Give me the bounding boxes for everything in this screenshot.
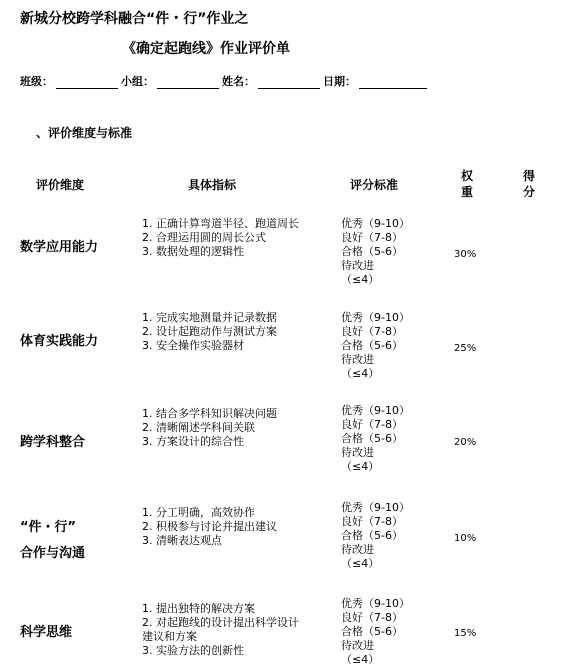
class-label: 班级： [20,75,53,88]
row-indicators: 1. 分工明确，高效协作 2. 积极参与讨论并提出建议 3. 清晰表达观点 [142,506,277,547]
row-score-cell[interactable] [514,530,548,546]
row-weight: 10% [454,533,477,544]
row-indicators: 1. 完成实地测量并记录数据 2. 设计起跑动作与测试方案 3. 安全操作实验器材 [142,311,277,352]
group-blank[interactable] [157,76,219,89]
col-header-score: 得分 [522,169,535,199]
document-subtitle: 《确定起跑线》作业评价单 [122,41,290,57]
row-dimension: “件・行” 合作与沟通 [20,520,86,561]
date-blank[interactable] [359,76,427,89]
row-weight: 25% [454,343,477,354]
row-score-cell[interactable] [514,625,548,641]
row-score-cell[interactable] [514,434,548,450]
col-header-weight: 权重 [460,169,473,199]
col-header-standards: 评分标准 [350,178,399,192]
name-blank[interactable] [258,76,320,89]
row-dimension: 科学思维 [20,625,73,640]
row-weight: 15% [454,628,477,639]
section-title: 、评价维度与标准 [36,126,133,140]
col-header-indicators: 具体指标 [188,178,237,192]
group-label: 小组： [121,75,154,88]
row-weight: 30% [454,249,477,260]
row-score-cell[interactable] [514,246,548,262]
row-indicators: 1. 正确计算弯道半径、跑道周长 2. 合理运用圆的周长公式 3. 数据处理的逻辑性 [142,217,299,258]
row-weight: 20% [454,437,477,448]
row-standards: 优秀（9-10） 良好（7-8） 合格（5-6） 待改进 （≤4） [341,311,410,380]
row-standards: 优秀（9-10） 良好（7-8） 合格（5-6） 待改进 （≤4） [341,217,410,286]
row-dimension: 跨学科整合 [20,435,86,450]
row-dimension: 体育实践能力 [20,334,99,349]
document-title: 新城分校跨学科融合“件・行”作业之 [20,11,249,27]
row-indicators: 1. 结合多学科知识解决问题 2. 清晰阐述学科间关联 3. 方案设计的综合性 [142,407,277,448]
row-standards: 优秀（9-10） 良好（7-8） 合格（5-6） 待改进 （≤4） [341,597,410,666]
info-fields-row [20,73,430,89]
class-blank[interactable] [56,76,118,89]
date-label: 日期： [323,75,356,88]
col-header-dimension: 评价维度 [36,178,85,192]
name-label: 姓名： [222,75,255,88]
row-standards: 优秀（9-10） 良好（7-8） 合格（5-6） 待改进 （≤4） [341,404,410,473]
row-dimension: 数学应用能力 [20,240,99,255]
row-score-cell[interactable] [514,340,548,356]
row-indicators: 1. 提出独特的解决方案 2. 对起跑线的设计提出科学设计建议和方案 3. 实验方法的创新性 [142,602,299,657]
row-standards: 优秀（9-10） 良好（7-8） 合格（5-6） 待改进 （≤4） [341,501,410,570]
